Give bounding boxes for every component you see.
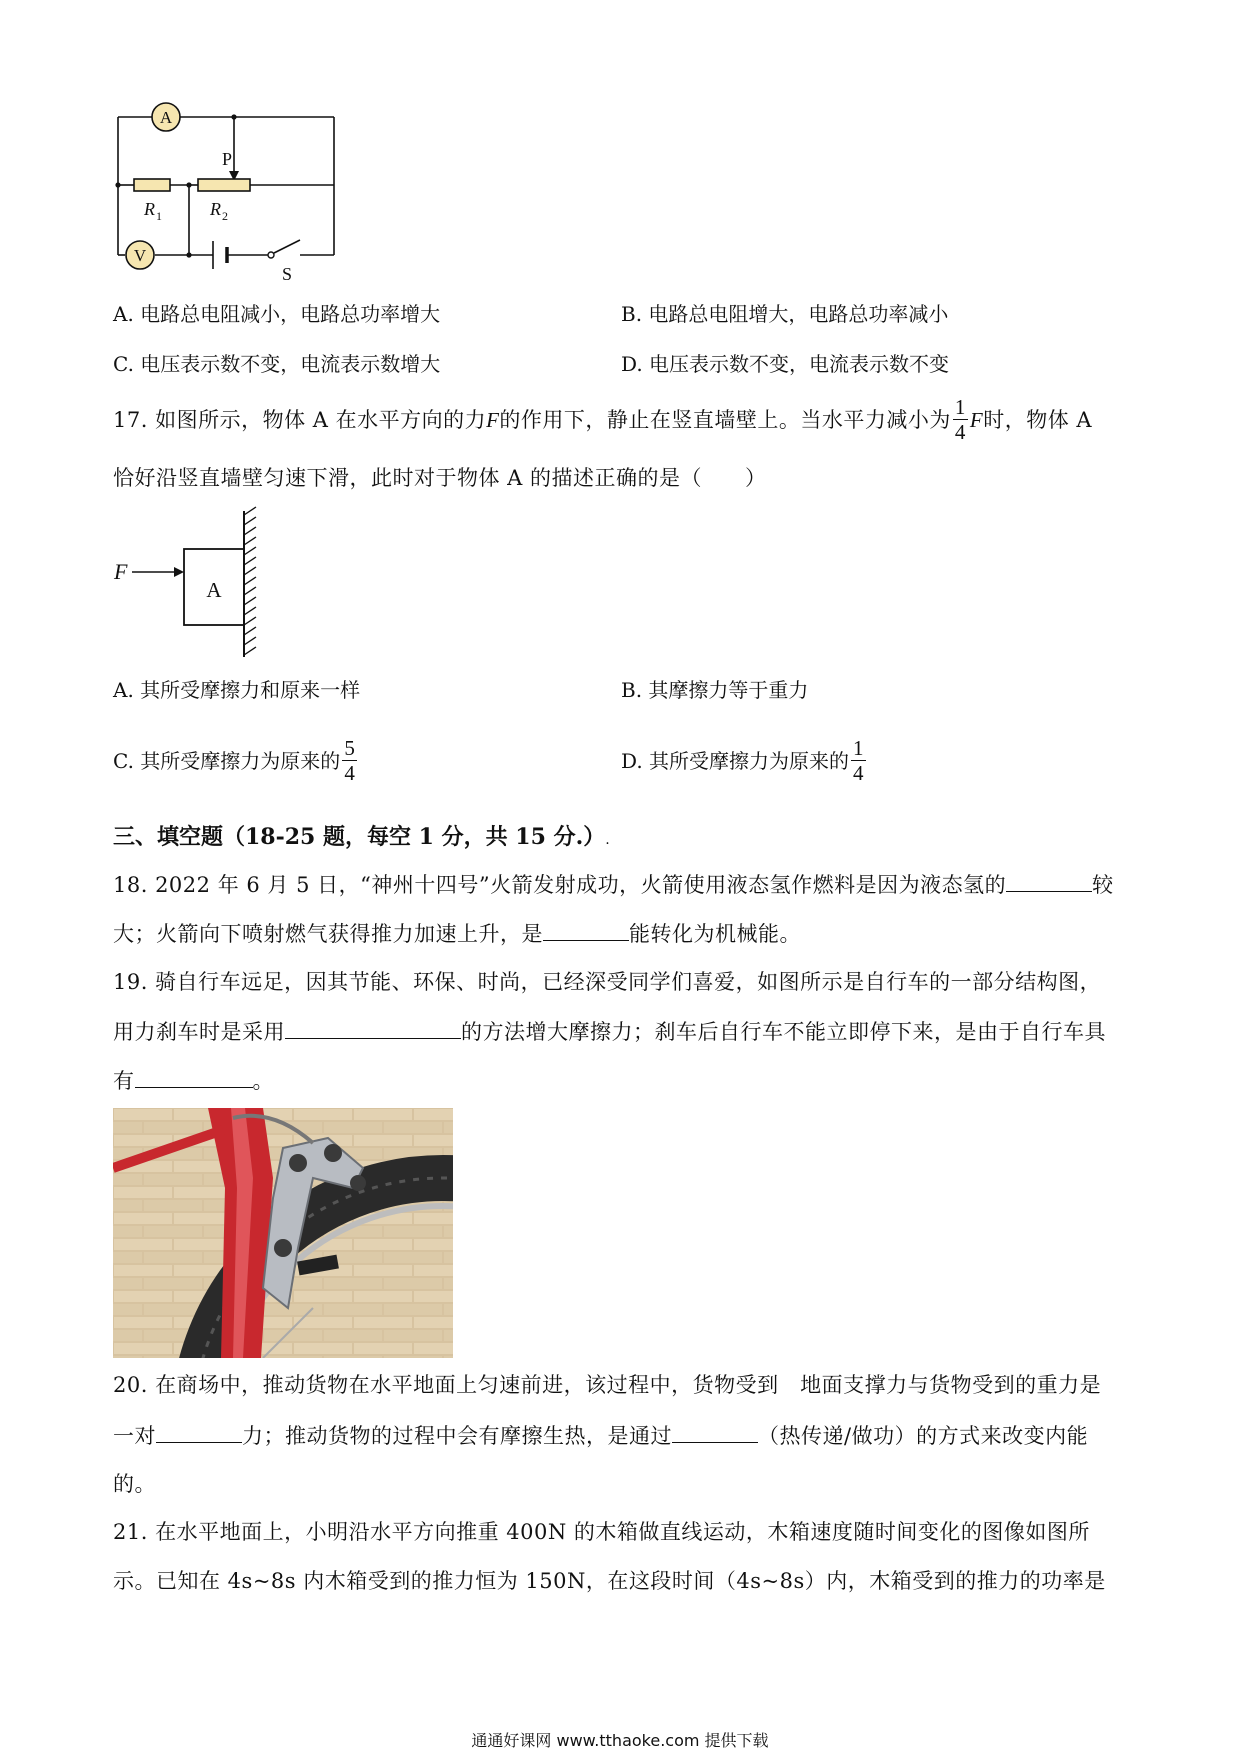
r1-label: R (144, 199, 155, 219)
q17-stem-line1: 17. 如图所示，物体 A 在水平方向的力 F 的作用下，静止在竖直墙壁上。当水平力减小为 $\frac{1}{4}$ F 时，物体 A (113, 395, 1093, 444)
fraction-one-quarter-d: $\frac{1}{4}$ (853, 736, 864, 785)
r2-subscript: 2 (222, 209, 228, 223)
q16-option-b: B. 电路总电阻增大，电路总功率减小 (621, 302, 949, 326)
q18-line2: 大；火箭向下喷射燃气获得推力加速上升，是 能转化为机械能。 (113, 918, 801, 949)
wall-hatching (244, 507, 256, 655)
q17-option-d: D. 其所受摩擦力为原来的 $\frac{1}{4}$ (621, 736, 864, 785)
section-heading: 三、填空题（18-25 题，每空 1 分，共 15 分.）. (113, 824, 610, 850)
q17-option-a: A. 其所受摩擦力和原来一样 (113, 678, 361, 702)
q18-blank-2[interactable] (543, 918, 629, 941)
q21-line2: 示。已知在 4s~8s 内木箱受到的推力恒为 150N，在这段时间（4s~8s）内，木箱受到的推力的功率是 (113, 1569, 1106, 1593)
q17-force-figure (110, 505, 270, 665)
fraction-one-quarter: $\frac{1}{4}$ (954, 395, 966, 444)
q19-blank-1[interactable] (285, 1016, 461, 1039)
q16-option-d: D. 电压表示数不变，电流表示数不变 (621, 352, 950, 376)
force-label: F (114, 559, 128, 584)
block-label: A (206, 578, 222, 602)
q21-line1: 21. 在水平地面上，小明沿水平方向推重 400N 的木箱做直线运动，木箱速度随时间变化的图像如图所 (113, 1520, 1090, 1544)
voltmeter-label: V (133, 246, 147, 265)
q20-blank-1[interactable] (156, 1420, 242, 1443)
q20-blank-2[interactable] (672, 1420, 758, 1443)
force-arrow-icon (174, 567, 184, 577)
page-footer: 通通好课网 www.tthaoke.com 提供下载 (471, 1731, 769, 1750)
q20-line2: 一对 力；推动货物的过程中会有摩擦生热，是通过 （热传递/做功）的方式来改变内能 (113, 1420, 1088, 1451)
q16-option-a: A. 电路总电阻减小，电路总功率增大 (113, 302, 441, 326)
q19-blank-2[interactable] (135, 1065, 253, 1088)
switch-label: S (282, 264, 293, 284)
q18-blank-1[interactable] (1006, 869, 1092, 892)
q17-stem-line2: 恰好沿竖直墙壁匀速下滑，此时对于物体 A 的描述正确的是（ ） (113, 466, 767, 490)
q17-option-b: B. 其摩擦力等于重力 (621, 678, 809, 702)
fraction-five-quarters: $\frac{5}{4}$ (344, 736, 355, 785)
q20-line3: 的。 (113, 1472, 156, 1496)
q19-line3: 有 。 (113, 1065, 274, 1096)
q20-line1: 20. 在商场中，推动货物在水平地面上匀速前进，该过程中，货物受到 地面支撑力与货物受到的重力是 (113, 1373, 1102, 1397)
q19-line2: 用力刹车时是采用 的方法增大摩擦力；刹车后自行车不能立即停下来，是由于自行车具 (113, 1016, 1106, 1047)
r1-subscript: 1 (156, 209, 162, 223)
q17-option-c: C. 其所受摩擦力为原来的 $\frac{5}{4}$ (113, 736, 355, 785)
ammeter-label: A (159, 108, 173, 127)
slider-label: P (222, 149, 233, 169)
resistor-r2 (198, 179, 250, 191)
circuit-diagram (110, 95, 350, 295)
q16-option-c: C. 电压表示数不变，电流表示数增大 (113, 352, 441, 376)
r2-label: R (210, 199, 221, 219)
q18-line1: 18. 2022 年 6 月 5 日，“神州十四号”火箭发射成功，火箭使用液态氢作燃料是因为液态氢的 较 (113, 869, 1114, 900)
switch-contact-icon (268, 252, 274, 258)
battery-icon (213, 241, 227, 269)
resistor-r1 (134, 179, 170, 191)
q19-line1: 19. 骑自行车远足，因其节能、环保、时尚，已经深受同学们喜爱，如图所示是自行车的一部分结构图， (113, 970, 1102, 994)
bicycle-brake-photo (113, 1108, 453, 1358)
